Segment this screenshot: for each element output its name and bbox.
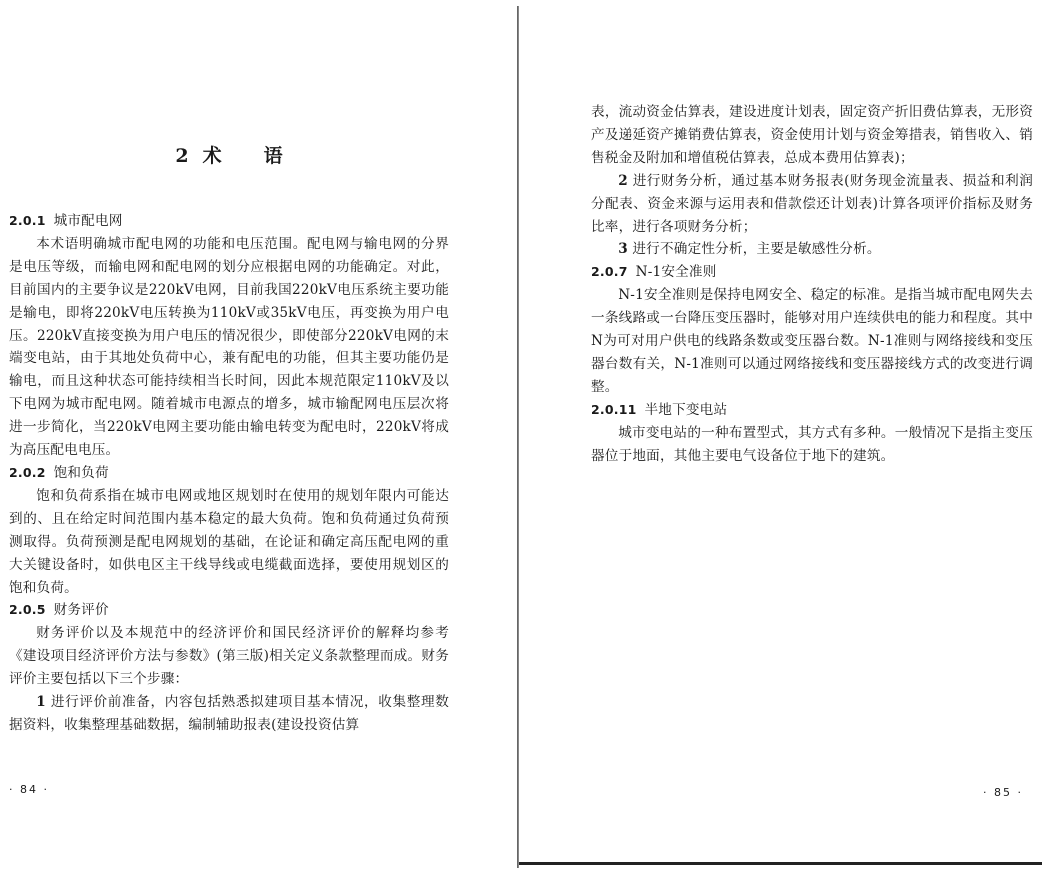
item-number: 1	[36, 694, 46, 711]
clause-heading: 半地下变电站	[644, 401, 728, 418]
clause-2-0-1-heading	[9, 210, 449, 233]
clause-2-0-5-item-2	[591, 170, 1033, 239]
item-text: 进行不确定性分析，主要是敏感性分析。	[632, 241, 881, 258]
chapter-title-char-1: 术	[202, 145, 222, 167]
right-page-text	[591, 101, 1033, 468]
clause-number: 2.0.5	[9, 602, 46, 618]
book-gutter	[517, 6, 519, 868]
item-number: 2	[618, 172, 628, 189]
clause-heading: N-1安全准则	[635, 264, 717, 281]
chapter-title-char-2: 语	[263, 145, 283, 167]
clause-2-0-7-heading	[591, 261, 1033, 284]
left-page-text	[9, 210, 449, 737]
item-text: 进行财务分析，通过基本财务报表(财务现金流量表、损益和利润分配表、资金来源与运用表和借款偿还计划表)计算各项评价指标及财务比率，进行各项财务分析；	[591, 172, 1033, 235]
clause-2-0-5-item-1	[9, 691, 449, 737]
clause-number: 2.0.1	[9, 213, 46, 228]
item-text: 进行评价前准备，内容包括熟悉拟建项目基本情况，收集整理数据资料，收集整理基础数据，编制辅助报表(建设投资估算	[9, 694, 449, 733]
clause-2-0-5-item-3	[591, 238, 1033, 261]
clause-number: 2.0.7	[591, 264, 628, 280]
page-number-left: · 84 ·	[9, 783, 49, 796]
clause-heading: 财务评价	[53, 602, 109, 619]
clause-2-0-7-body: N-1安全准则是保持电网安全、稳定的标准。是指当城市配电网失去一条线路或一台降压变压器时，能够对用户连续供电的能力和程度。其中N为可对用户供电的线路条数或变压器台数。N-1准则与网络接线和变压器台数有关，N-1准则可以通过网络接线和变压器接线方式的改变进行调整。	[591, 287, 1033, 395]
clause-2-0-5-continued: 表，流动资金估算表，建设进度计划表，固定资产折旧费估算表，无形资产及递延资产摊销费估算表，资金使用计划与资金筹措表，销售收入、销售税金及附加和增值税估算表，总成本费用估算表)；	[591, 104, 1033, 166]
clause-number: 2.0.11	[591, 401, 637, 417]
clause-2-0-5-heading	[9, 599, 449, 622]
clause-heading: 城市配电网	[53, 213, 123, 229]
clause-number: 2.0.2	[9, 464, 46, 480]
clause-heading: 饱和负荷	[53, 464, 109, 481]
clause-2-0-1-body: 本术语明确城市配电网的功能和电压范围。配电网与输电网的分界是电压等级，而输电网和配电网的划分应根据电网的功能确定。对此，目前国内的主要争议是220kV电网，目前我国220kV电压系统主要功能是输电，即将220kV电压转换为110kV或35kV电压，再变换为用户电压。220kV直接变换为用户电压的情况很少，即使部分220kV电网的末端变电站，由于其地处负荷中心，兼有配电的功能，但其主要功能仍是输电，而且这种状态可能持续相当长时间，因此本规范限定110kV及以下电网为城市配电网。随着城市电源点的增多，城市输配网电压层次将进一步简化，当220kV电网主要功能由输电转变为配电时，220kV将成为高压配电电压。	[9, 235, 449, 459]
chapter-number: 2	[175, 145, 189, 167]
left-page	[9, 0, 449, 874]
right-page	[591, 0, 1033, 874]
clause-2-0-2-body: 饱和负荷系指在城市电网或地区规划时在使用的规划年限内可能达到的、且在给定时间范围内基本稳定的最大负荷。饱和负荷通过负荷预测取得。负荷预测是配电网规划的基础，在论证和确定高压配电网的重大关键设备时，如供电区主干线导线或电缆截面选择，要使用规划区的饱和负荷。	[9, 487, 449, 596]
clause-2-0-5-body: 财务评价以及本规范中的经济评价和国民经济评价的解释均参考《建设项目经济评价方法与参数》(第三版)相关定义条款整理而成。财务评价主要包括以下三个步骤：	[9, 625, 449, 688]
clause-2-0-2-heading	[9, 462, 449, 485]
clause-2-0-11-heading	[591, 399, 1033, 422]
item-number: 3	[618, 241, 628, 258]
chapter-title	[9, 141, 449, 168]
clause-2-0-11-body: 城市变电站的一种布置型式，其方式有多种。一般情况下是指主变压器位于地面，其他主要电气设备位于地下的建筑。	[591, 424, 1033, 464]
page-number-right: · 85 ·	[983, 786, 1023, 799]
